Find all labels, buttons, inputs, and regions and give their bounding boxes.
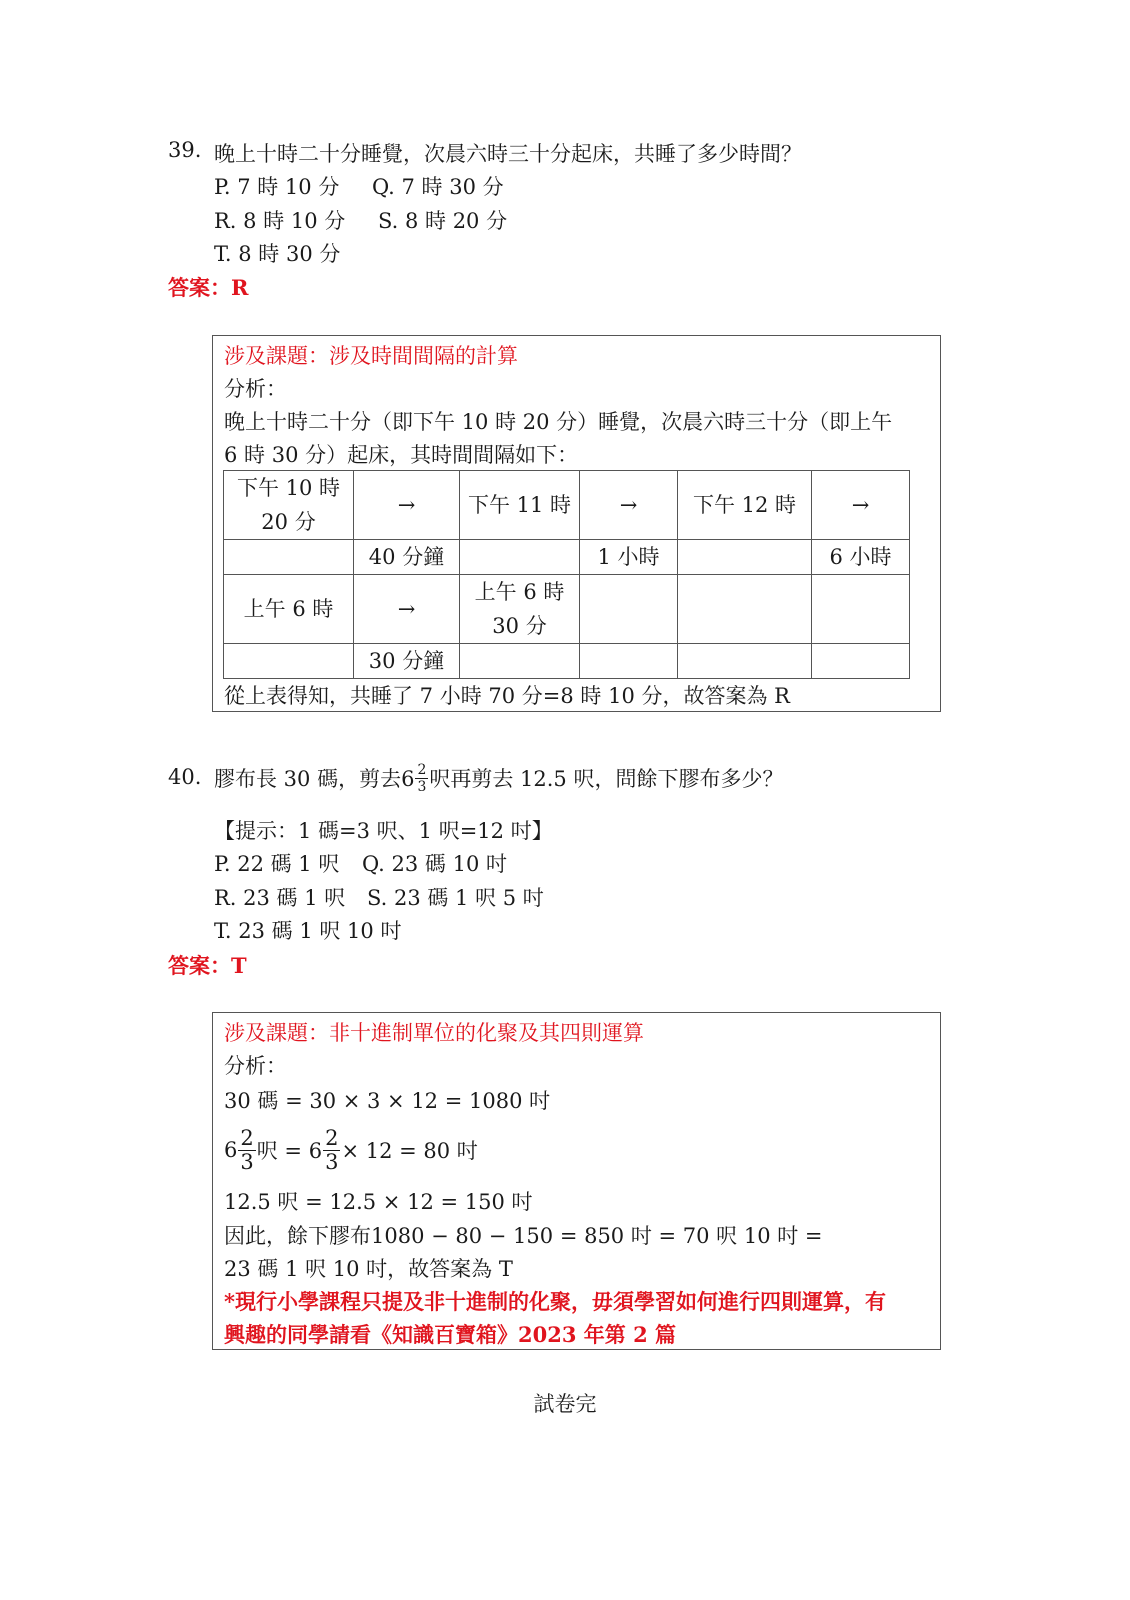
q39-analysis-heading: 分析：: [224, 377, 287, 401]
q40-option-r: R. 23 碼 1 呎: [214, 886, 346, 910]
q40-option-p: P. 22 碼 1 呎: [214, 852, 340, 876]
q39-option-p: P. 7 時 10 分: [214, 175, 340, 199]
q40-note-line2: 興趣的同學請看《知識百寶箱》2023 年第 2 篇: [224, 1322, 676, 1347]
table-row: [224, 644, 910, 679]
table-cell: [812, 644, 910, 679]
q39-question: 晚上十時二十分睡覺，次晨六時三十分起床，共睡了多少時間？: [214, 142, 802, 166]
table-cell: 下午 10 時 20 分: [224, 471, 354, 540]
q40-eq2: 6 $\frac{2}{3}$ 呎 = 6 $\frac{2}{3}$ × 12 = 80 吋: [224, 1125, 478, 1174]
table-cell: [678, 540, 812, 575]
table-cell: [580, 575, 678, 644]
arrow-icon: →: [812, 471, 910, 540]
table-cell: 上午 6 時 30 分: [460, 575, 580, 644]
time-interval-table: [223, 470, 910, 679]
q40-option-q: Q. 23 碼 10 吋: [362, 852, 507, 876]
table-cell: 6 小時: [812, 540, 910, 575]
q39-topic: 涉及課題：涉及時間間隔的計算: [224, 344, 518, 368]
end-of-paper: 試卷完: [533, 1392, 597, 1416]
q40-line4: 因此，餘下膠布1080 − 80 − 150 = 850 吋 = 70 呎 10 吋 =: [224, 1224, 823, 1248]
table-cell: [224, 644, 354, 679]
q39-answer-label: 答案：: [168, 275, 231, 300]
q39-number: 39.: [168, 138, 202, 162]
q40-eq1: 30 碼 = 30 × 3 × 12 = 1080 吋: [224, 1089, 551, 1113]
q39-conclusion: 從上表得知，共睡了 7 小時 70 分=8 時 10 分，故答案為 R: [224, 684, 790, 708]
q40-number: 40.: [168, 765, 202, 789]
table-cell: 下午 11 時: [460, 471, 580, 540]
table-cell: 上午 6 時: [224, 575, 354, 644]
q40-topic: 涉及課題：非十進制單位的化聚及其四則運算: [224, 1021, 644, 1045]
table-cell: [580, 644, 678, 679]
q39-option-q: Q. 7 時 30 分: [372, 175, 504, 199]
fraction: $\frac{2}{3}$: [325, 1125, 339, 1174]
table-row: [224, 471, 910, 540]
table-cell: 30 分鐘: [354, 644, 460, 679]
table-cell: [224, 540, 354, 575]
q39-answer-value: R: [231, 275, 249, 300]
q40-option-s: S. 23 碼 1 呎 5 吋: [367, 886, 544, 910]
table-cell: [678, 575, 812, 644]
q40-eq3: 12.5 呎 = 12.5 × 12 = 150 吋: [224, 1190, 533, 1214]
table-cell: 1 小時: [580, 540, 678, 575]
table-row: [224, 575, 910, 644]
table-row: [224, 540, 910, 575]
table-cell: 40 分鐘: [354, 540, 460, 575]
table-cell: [678, 644, 812, 679]
q39-analysis-line2: 6 時 30 分）起床，其時間間隔如下：: [224, 443, 579, 467]
arrow-icon: →: [354, 575, 460, 644]
q40-answer: [168, 950, 247, 980]
table-cell: [460, 644, 580, 679]
q39-option-r: R. 8 時 10 分: [214, 209, 346, 233]
table-cell: 下午 12 時: [678, 471, 812, 540]
q40-answer-value: T: [231, 953, 247, 978]
q40-question: 膠布長 30 碼，剪去6 $\frac{2}{3}$ 呎再剪去 12.5 呎，問餘下膠布多少？: [214, 761, 784, 795]
fraction: $\frac{2}{3}$: [240, 1125, 254, 1174]
table-cell: [812, 575, 910, 644]
q39-answer: [168, 272, 248, 302]
q40-note-line1: *現行小學課程只提及非十進制的化聚，毋須學習如何進行四則運算，有: [224, 1289, 886, 1314]
q40-option-t: T. 23 碼 1 呎 10 吋: [214, 919, 402, 943]
arrow-icon: →: [354, 471, 460, 540]
q39-option-s: S. 8 時 20 分: [378, 209, 508, 233]
q40-hint: 【提示：1 碼=3 呎、1 呎=12 吋】: [214, 819, 553, 843]
q40-line5: 23 碼 1 呎 10 吋，故答案為 T: [224, 1257, 513, 1281]
q39-analysis-line1: 晚上十時二十分（即下午 10 時 20 分）睡覺，次晨六時三十分（即上午: [224, 410, 893, 434]
q40-analysis-heading: 分析：: [224, 1054, 287, 1078]
arrow-icon: →: [580, 471, 678, 540]
fraction: $\frac{2}{3}$: [417, 761, 427, 795]
q40-answer-label: 答案：: [168, 953, 231, 978]
q39-option-t: T. 8 時 30 分: [214, 242, 341, 266]
table-cell: [460, 540, 580, 575]
